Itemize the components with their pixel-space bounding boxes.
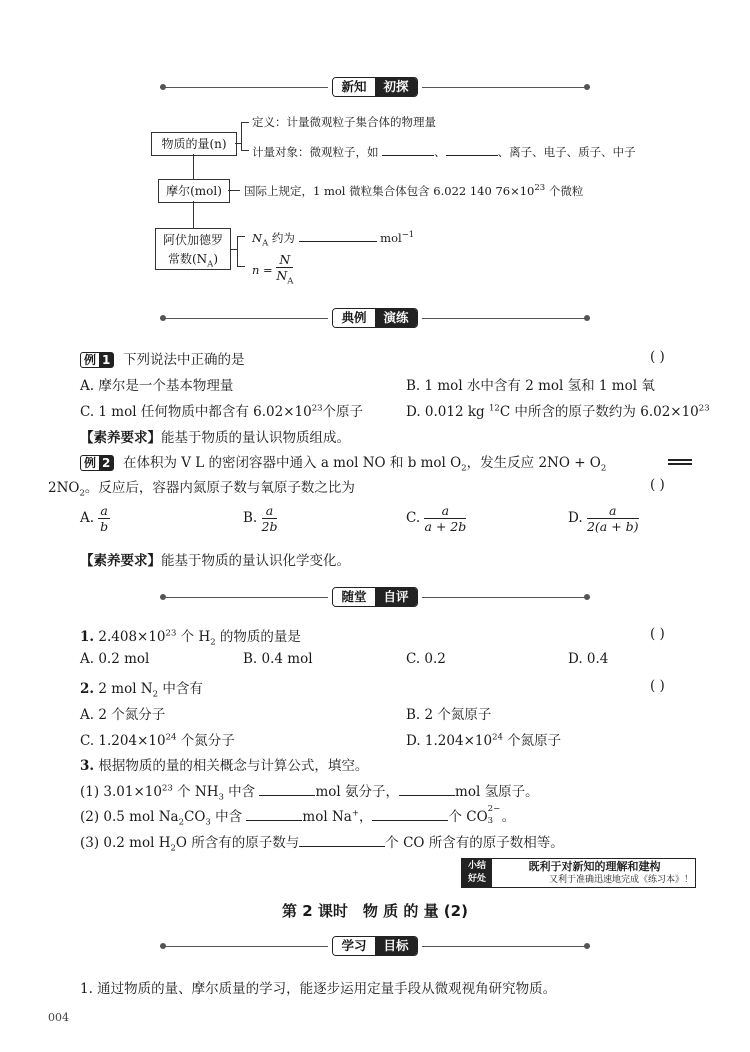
text: 个 CO 所含有的原子数相等。 — [385, 835, 564, 851]
example1-stem — [80, 348, 244, 368]
isotope: 12 — [488, 403, 500, 414]
bracket-line — [231, 249, 237, 250]
badge-left: 新知 — [333, 78, 375, 96]
option-d[interactable] — [568, 503, 639, 534]
section-header-xuexi — [160, 936, 590, 956]
subscript: 2 — [461, 463, 467, 474]
equal-sign-line — [668, 463, 692, 465]
option-a[interactable]: A. 摩尔是一个基本物理量 — [80, 378, 234, 394]
question-text: 下列说法中正确的是 — [122, 352, 245, 368]
connector-line — [193, 154, 194, 179]
tag-line: 小结 — [467, 861, 486, 871]
divider-dot — [584, 315, 590, 321]
exponent: 23 — [534, 183, 546, 194]
ion-charge — [487, 804, 502, 826]
subscript: 2 — [170, 843, 176, 854]
answer-paren[interactable]: ( ) — [650, 678, 665, 694]
question-text: 根据物质的量的相关概念与计算公式，填空。 — [94, 758, 369, 774]
q3-sub2 — [80, 805, 515, 828]
exponent: −1 — [401, 230, 415, 241]
question-text: 2NO — [48, 480, 80, 496]
quiz-q2 — [80, 677, 203, 700]
question-text: 中含有 — [158, 681, 203, 697]
denominator — [276, 268, 293, 290]
option-text: 个氮原子 — [502, 733, 562, 749]
bracket-line — [237, 236, 245, 237]
blank-input[interactable] — [299, 834, 385, 847]
summary-tag — [462, 859, 492, 887]
subscript: 3 — [205, 817, 211, 828]
formula — [252, 252, 293, 290]
blank-input[interactable] — [372, 808, 448, 821]
exponent: 23 — [161, 783, 173, 794]
text: 。 — [501, 809, 516, 825]
definition-text: 定义：计量微观粒子集合体的物理量 — [252, 115, 436, 129]
summary-line1: 既利于对新知的理解和建构 — [528, 860, 661, 873]
answer-paren[interactable]: ( ) — [650, 349, 665, 365]
connector-line — [228, 190, 240, 191]
equal-sign-line — [668, 459, 692, 461]
text: O 所含有的原子数与 — [175, 835, 300, 851]
exponent: 24 — [492, 732, 503, 743]
denominator: a + 2b — [424, 519, 467, 534]
subscript: 3 — [487, 816, 494, 826]
q3-sub3 — [80, 831, 564, 854]
mole-tail: 个微粒 — [545, 184, 584, 198]
denominator: 2b — [261, 519, 278, 534]
box-mole: 摩尔(mol) — [158, 179, 230, 203]
answer-paren[interactable]: ( ) — [650, 477, 665, 493]
avogadro-text: 常数(N — [167, 252, 208, 266]
summary-banner — [461, 858, 696, 888]
badge-left: 随堂 — [333, 588, 375, 606]
numerator: a — [100, 503, 108, 518]
example-tag — [80, 455, 114, 471]
exponent: 23 — [165, 628, 177, 639]
option-text: D. 0.012 kg — [406, 404, 489, 420]
lesson-title: 第 2 课时 物 质 的 量 (2) — [282, 902, 468, 920]
section-badge — [332, 77, 418, 97]
subscript: 2 — [600, 463, 607, 474]
q1-option-d[interactable]: D. 0.4 — [568, 651, 609, 667]
q2-option-a[interactable]: A. 2 个氮分子 — [80, 707, 166, 723]
quiz-q3 — [80, 754, 368, 774]
na-text: 约为 — [268, 231, 295, 245]
divider — [160, 946, 328, 947]
q2-option-b[interactable]: B. 2 个氮原子 — [406, 707, 492, 723]
option-a[interactable] — [80, 503, 110, 534]
subscript: 2 — [178, 817, 184, 828]
example2-stem-a — [80, 451, 606, 474]
question-text: 在体积为 V L 的密闭容器中通入 a mol NO 和 b mol O — [122, 455, 462, 471]
numerator: a — [587, 503, 639, 519]
divider-dot — [160, 84, 166, 90]
exponent: 23 — [698, 403, 710, 414]
object-suffix: 、离子、电子、质子、中子 — [497, 145, 636, 159]
superscript: 2− — [487, 804, 501, 814]
option-text: D. 1.204×10 — [406, 733, 493, 749]
den-text: N — [276, 268, 288, 283]
requirement-text: 能基于物质的量认识物质组成。 — [161, 430, 350, 446]
option-b[interactable]: B. 1 mol 水中含有 2 mol 氢和 1 mol 氧 — [406, 378, 655, 394]
example2-stem-b — [48, 476, 355, 499]
exponent: 23 — [311, 403, 323, 414]
question-text: 个 H — [176, 629, 211, 645]
subscript: A — [287, 276, 294, 287]
divider — [160, 318, 328, 319]
divider — [422, 946, 590, 947]
page-number: 004 — [48, 1011, 69, 1024]
text: ， — [358, 809, 373, 825]
question-number: 1. — [80, 629, 95, 645]
text: 中含 — [210, 809, 243, 825]
question-text: 2.408×10 — [94, 629, 166, 645]
tag-text: 例 — [84, 353, 97, 367]
question-text: ，发生反应 2NO + O — [466, 455, 601, 471]
divider-dot — [160, 594, 166, 600]
na-value-line — [252, 229, 414, 248]
connector-line — [193, 201, 194, 228]
text: (2) 0.5 mol Na — [80, 809, 179, 825]
text: 中含 — [223, 784, 256, 800]
fraction — [98, 503, 109, 534]
mole-definition — [244, 183, 583, 199]
divider — [160, 597, 328, 598]
q2-option-d[interactable] — [406, 729, 561, 749]
tag-number: 2 — [99, 456, 113, 470]
divider — [160, 87, 328, 88]
blank-input[interactable] — [382, 143, 434, 156]
badge-right: 自评 — [375, 588, 417, 606]
section-header-xinzhi — [160, 77, 590, 97]
section-badge — [332, 936, 418, 956]
text: mol 氨分子， — [315, 784, 400, 800]
divider-dot — [160, 943, 166, 949]
option-text: C. 1 mol 任何物质中都含有 6.02×10 — [80, 404, 312, 420]
box-amount-of-substance: 物质的量(n) — [151, 132, 237, 156]
option-c[interactable] — [406, 503, 466, 534]
badge-left: 学习 — [333, 937, 375, 955]
avogadro-label: 阿伏加德罗 — [162, 233, 223, 247]
option-text: C. 1.204×10 — [80, 733, 166, 749]
numerator: a — [424, 503, 466, 519]
requirement-label: 【素养要求】 — [80, 553, 161, 569]
tag-text: 例 — [84, 456, 97, 470]
divider — [422, 318, 590, 319]
superscript: + — [351, 808, 359, 819]
divider-dot — [584, 84, 590, 90]
option-d[interactable] — [406, 400, 710, 420]
badge-right: 目标 — [375, 937, 417, 955]
section-header-dianli — [160, 308, 590, 328]
requirement-1 — [80, 426, 350, 446]
avogadro-label-2 — [156, 250, 230, 274]
text: 个 NH — [172, 784, 219, 800]
badge-left: 典例 — [333, 309, 375, 327]
bracket-line — [237, 266, 245, 267]
option-label: D. — [568, 510, 583, 526]
option-label: A. — [80, 510, 95, 526]
learning-goal-1: 1. 通过物质的量、摩尔质量的学习，能逐步运用定量手段从微观视角研究物质。 — [80, 981, 557, 997]
bracket-line — [235, 143, 241, 144]
tag-line: 好处 — [467, 874, 486, 884]
option-label: B. — [243, 510, 258, 526]
requirement-text: 能基于物质的量认识化学变化。 — [161, 553, 350, 569]
section-badge — [332, 587, 418, 607]
separator: 、 — [434, 145, 446, 159]
requirement-2 — [80, 549, 350, 569]
option-text: 个原子 — [322, 404, 364, 420]
denominator: b — [100, 519, 109, 534]
question-number: 2. — [80, 681, 95, 697]
question-number: 3. — [80, 758, 95, 774]
fraction — [424, 503, 466, 534]
divider-dot — [160, 315, 166, 321]
option-label: C. — [406, 510, 421, 526]
subscript: A — [207, 259, 214, 270]
section-header-suitang — [160, 587, 590, 607]
q2-option-c[interactable] — [80, 729, 235, 749]
blank-input[interactable] — [446, 143, 498, 156]
blank-input[interactable] — [246, 808, 302, 821]
blank-input[interactable] — [299, 229, 377, 242]
summary-line2: 又利于准确迅速地完成《练习本》！ — [548, 875, 693, 885]
option-c[interactable] — [80, 400, 363, 420]
requirement-label: 【素养要求】 — [80, 430, 161, 446]
text: (1) 3.01×10 — [80, 784, 162, 800]
fraction — [262, 503, 278, 534]
text: mol Na — [302, 809, 352, 825]
numerator: N — [276, 252, 293, 268]
formula-lhs: n = — [252, 262, 273, 277]
bracket-line — [241, 122, 249, 123]
box-avogadro — [155, 228, 231, 270]
divider — [422, 597, 590, 598]
text: 个 CO — [448, 809, 488, 825]
divider — [422, 87, 590, 88]
q1-option-a[interactable]: A. 0.2 mol — [80, 651, 150, 667]
text: (3) 0.2 mol H — [80, 835, 171, 851]
q1-option-c[interactable]: C. 0.2 — [406, 651, 446, 667]
q1-option-b[interactable]: B. 0.4 mol — [243, 651, 313, 667]
avogadro-text: ) — [213, 252, 218, 266]
object-text — [252, 143, 636, 160]
mole-rule: 国际上规定，1 mol 微粒集合体包含 6.022 140 76×10 — [244, 184, 535, 198]
quiz-q1 — [80, 625, 301, 648]
divider-dot — [584, 594, 590, 600]
example-tag — [80, 352, 114, 368]
option-b[interactable] — [243, 503, 277, 534]
subscript: A — [262, 238, 269, 249]
subscript: 2 — [79, 488, 85, 499]
tag-number: 1 — [99, 353, 113, 367]
q3-sub1 — [80, 780, 539, 803]
text: CO — [184, 809, 206, 825]
numerator: a — [262, 503, 278, 519]
option-text: 个氮分子 — [176, 733, 235, 749]
denominator: 2(a + b) — [586, 519, 639, 534]
bracket-line — [241, 150, 249, 151]
badge-right: 演练 — [375, 309, 417, 327]
answer-paren[interactable]: ( ) — [650, 626, 665, 642]
question-text: 。反应后，容器内氮原子数与氧原子数之比为 — [84, 480, 355, 496]
question-text: 的物质的量是 — [215, 629, 301, 645]
divider-dot — [584, 943, 590, 949]
na-symbol: N — [252, 231, 263, 245]
bracket-line — [241, 122, 242, 150]
badge-right: 初探 — [375, 78, 417, 96]
bracket-line — [237, 236, 238, 266]
subscript: 2 — [210, 637, 216, 648]
blank-input[interactable] — [259, 783, 315, 796]
question-text: 2 mol N — [94, 681, 153, 697]
fraction — [587, 503, 639, 534]
object-prefix: 计量对象：微观粒子，如 — [252, 145, 379, 159]
option-text: C 中所含的原子数约为 6.02×10 — [499, 404, 699, 420]
section-badge — [332, 308, 418, 328]
subscript: 2 — [152, 689, 159, 700]
blank-input[interactable] — [399, 783, 455, 796]
subscript: 3 — [218, 792, 224, 803]
exponent: 24 — [165, 732, 177, 743]
text: mol 氢原子。 — [455, 784, 539, 800]
fraction — [276, 252, 293, 290]
unit: mol — [380, 231, 402, 245]
